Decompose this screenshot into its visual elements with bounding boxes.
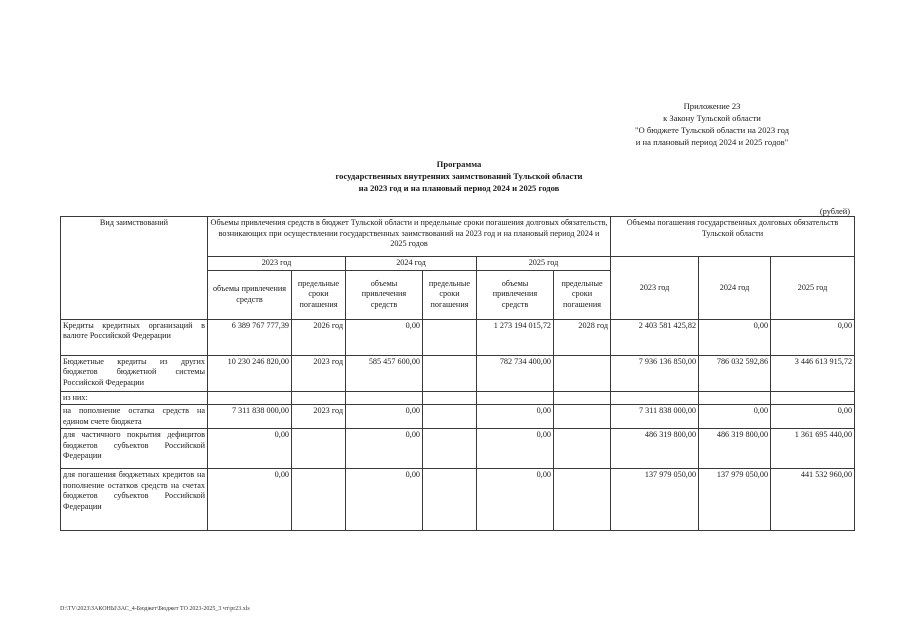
- cell-term-2024: [423, 355, 477, 391]
- cell-volume-2023: [208, 391, 292, 405]
- file-path-footer: D:\TV\2023\ЗАКОНЫ\ЗАС_4-Бюджет\Бюджет ТО 2023-2025_3 чт\pr23.xls: [60, 606, 250, 612]
- header-borrowing-type: Вид заимствований: [61, 217, 208, 320]
- header-volume-2025: объемы привлечения средств: [477, 270, 554, 319]
- header-year-2025: 2025 год: [477, 257, 611, 271]
- cell-repay-2025: 3 446 613 915,72: [771, 355, 855, 391]
- header-volume-2024: объемы привлечения средств: [346, 270, 423, 319]
- cell-term-2025: [554, 469, 611, 531]
- cell-volume-2023: 6 389 767 777,39: [208, 319, 292, 355]
- cell-term-2023: 2023 год: [292, 355, 346, 391]
- cell-volume-2024: 0,00: [346, 319, 423, 355]
- cell-term-2024: [423, 429, 477, 469]
- cell-volume-2023: 0,00: [208, 469, 292, 531]
- cell-repay-2024: 137 979 050,00: [699, 469, 771, 531]
- cell-term-2023: [292, 469, 346, 531]
- cell-volume-2024: 0,00: [346, 429, 423, 469]
- table-row: [61, 391, 855, 405]
- cell-volume-2023: 10 230 246 820,00: [208, 355, 292, 391]
- title-line: Программа: [436, 159, 482, 169]
- cell-repay-2023: 137 979 050,00: [611, 469, 699, 531]
- header-term-2025: предельные сроки погашения: [554, 270, 611, 319]
- row-name: для погашения бюджетных кредитов на пополнение остатков средств на счетах бюджетов субъектов Российской Федерации: [61, 469, 208, 531]
- cell-repay-2025: 0,00: [771, 319, 855, 355]
- cell-repay-2025: [771, 391, 855, 405]
- header-year-2023: 2023 год: [208, 257, 346, 271]
- cell-repay-2024: [699, 391, 771, 405]
- cell-volume-2025: 0,00: [477, 405, 554, 429]
- cell-repay-2023: 486 319 800,00: [611, 429, 699, 469]
- title-line: государственных внутренних заимствований Тульской области: [335, 171, 583, 181]
- header-volume-2023: объемы привлечения средств: [208, 270, 292, 319]
- cell-repay-2024: 786 032 592,86: [699, 355, 771, 391]
- appendix-line: и на плановый период 2024 и 2025 годов": [635, 137, 789, 147]
- cell-volume-2023: 0,00: [208, 429, 292, 469]
- cell-repay-2025: 1 361 695 440,00: [771, 429, 855, 469]
- cell-repay-2024: 486 319 800,00: [699, 429, 771, 469]
- cell-term-2025: [554, 355, 611, 391]
- cell-volume-2025: 1 273 194 015,72: [477, 319, 554, 355]
- cell-term-2025: [554, 391, 611, 405]
- table-row: [61, 405, 855, 429]
- header-repay-2023: 2023 год: [611, 257, 699, 320]
- cell-volume-2024: [346, 391, 423, 405]
- cell-repay-2023: 2 403 581 425,82: [611, 319, 699, 355]
- table-row: [61, 429, 855, 469]
- header-term-2023: предельные сроки погашения: [292, 270, 346, 319]
- cell-volume-2025: 782 734 400,00: [477, 355, 554, 391]
- cell-term-2023: 2023 год: [292, 405, 346, 429]
- cell-repay-2023: 7 311 838 000,00: [611, 405, 699, 429]
- appendix-line: Приложение 23: [683, 101, 741, 111]
- table-row: [61, 355, 855, 391]
- cell-repay-2023: [611, 391, 699, 405]
- cell-volume-2024: 0,00: [346, 469, 423, 531]
- cell-volume-2025: 0,00: [477, 469, 554, 531]
- borrowings-table: [60, 216, 855, 531]
- cell-term-2025: [554, 429, 611, 469]
- cell-term-2025: [554, 405, 611, 429]
- cell-term-2024: [423, 405, 477, 429]
- document-title: [250, 158, 668, 194]
- cell-term-2024: [423, 319, 477, 355]
- header-year-2024: 2024 год: [346, 257, 477, 271]
- row-name: Бюджетные кредиты из других бюджетов бюджетной системы Российской Федерации: [61, 355, 208, 391]
- cell-term-2024: [423, 469, 477, 531]
- cell-term-2023: [292, 429, 346, 469]
- cell-volume-2025: [477, 391, 554, 405]
- header-term-2024: предельные сроки погашения: [423, 270, 477, 319]
- cell-repay-2025: 0,00: [771, 405, 855, 429]
- row-name: для частичного покрытия дефицитов бюджетов субъектов Российской Федерации: [61, 429, 208, 469]
- cell-repay-2024: 0,00: [699, 405, 771, 429]
- header-attraction-group: Объемы привлечения средств в бюджет Тульской области и предельные сроки погашения долговых обязательств, возникающих при осуществлении государственных заимствований на 2023 год и на плановый период 2024 и 2025 годов: [208, 217, 611, 257]
- header-repayment-group: Объемы погашения государственных долговых обязательств Тульской области: [611, 217, 855, 257]
- appendix-line: к Закону Тульской области: [663, 113, 761, 123]
- row-name: Кредиты кредитных организаций в валюте Российской Федерации: [61, 319, 208, 355]
- cell-volume-2024: 585 457 600,00: [346, 355, 423, 391]
- units-label: (рублей): [819, 207, 850, 216]
- cell-term-2023: 2026 год: [292, 319, 346, 355]
- header-repay-2024: 2024 год: [699, 257, 771, 320]
- cell-term-2023: [292, 391, 346, 405]
- cell-term-2025: 2028 год: [554, 319, 611, 355]
- title-line: на 2023 год и на плановый период 2024 и 2025 годов: [358, 183, 560, 193]
- table-row: [61, 319, 855, 355]
- appendix-line: "О бюджете Тульской области на 2023 год: [635, 125, 789, 135]
- cell-repay-2023: 7 936 136 850,00: [611, 355, 699, 391]
- cell-term-2024: [423, 391, 477, 405]
- row-name: из них:: [61, 391, 208, 405]
- cell-volume-2025: 0,00: [477, 429, 554, 469]
- cell-volume-2024: 0,00: [346, 405, 423, 429]
- row-name: на пополнение остатка средств на едином счете бюджета: [61, 405, 208, 429]
- appendix-header: [612, 100, 812, 148]
- cell-repay-2025: 441 532 960,00: [771, 469, 855, 531]
- header-repay-2025: 2025 год: [771, 257, 855, 320]
- cell-repay-2024: 0,00: [699, 319, 771, 355]
- table-row: [61, 469, 855, 531]
- cell-volume-2023: 7 311 838 000,00: [208, 405, 292, 429]
